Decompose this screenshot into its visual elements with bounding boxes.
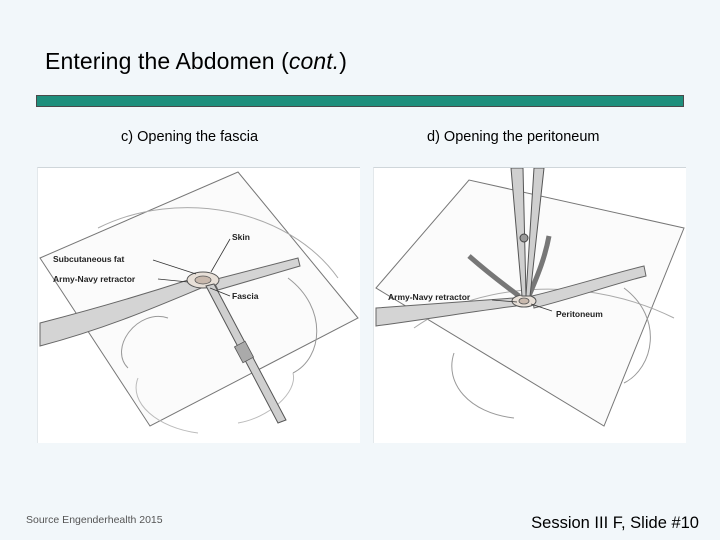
title-close: )	[339, 48, 347, 74]
slide-number: Session III F, Slide #10	[531, 514, 699, 532]
retractor-label-right: Army-Navy retractor	[388, 292, 471, 302]
skin-label: Skin	[232, 232, 250, 242]
peritoneum-illustration	[373, 167, 686, 443]
fascia-label: Fascia	[232, 291, 259, 301]
left-caption: c) Opening the fascia	[121, 129, 259, 145]
title-italic: cont.	[288, 48, 340, 74]
source-credit: Source Engenderhealth 2015	[26, 514, 163, 526]
fascia-illustration	[37, 167, 360, 443]
peritoneum-drawing	[374, 168, 686, 443]
subcutaneous-fat-label: Subcutaneous fat	[53, 254, 125, 264]
title-text: Entering the Abdomen (	[45, 48, 289, 74]
peritoneum-label: Peritoneum	[556, 309, 603, 319]
fascia-drawing	[38, 168, 360, 443]
title-divider-bar	[36, 95, 684, 107]
retractor-label-left: Army-Navy retractor	[53, 274, 136, 284]
right-caption: d) Opening the peritoneum	[427, 129, 600, 145]
slide-title	[45, 48, 347, 75]
